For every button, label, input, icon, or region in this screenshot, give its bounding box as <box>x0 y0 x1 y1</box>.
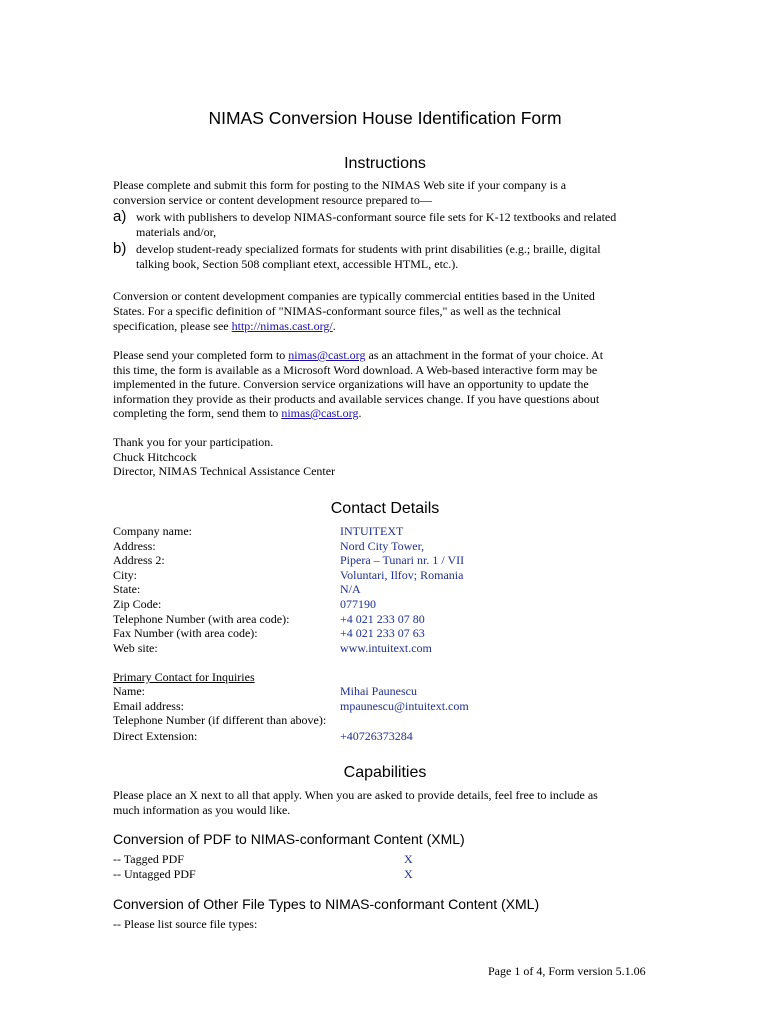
text-fragment: Please send your completed form to <box>113 348 289 362</box>
field-value: Nord City Tower, <box>340 539 425 553</box>
list-item-a: materials and/or, <box>136 225 217 239</box>
field-label: Address 2: <box>113 553 165 567</box>
signature-line: Thank you for your participation. <box>113 435 274 449</box>
field-label: Telephone Number (if different than above): <box>113 713 327 727</box>
field-value: +40726373284 <box>340 729 413 743</box>
field-label: State: <box>113 582 141 596</box>
text-fragment: as an attachment in the format of your choice. At <box>365 348 604 362</box>
field-label: Zip Code: <box>113 597 162 611</box>
field-label: City: <box>113 568 138 582</box>
instructions-text: Conversion or content development companies are typically commercial entities based in the United <box>113 289 595 303</box>
field-value: +4 021 233 07 63 <box>340 626 425 640</box>
field-label: Web site: <box>113 641 158 655</box>
capabilities-intro: much information as you would like. <box>113 803 291 817</box>
field-value: Voluntari, Ilfov; Romania <box>340 568 464 582</box>
text-fragment: . <box>358 406 362 420</box>
email-link[interactable]: nimas@cast.org <box>281 406 359 420</box>
field-label: Fax Number (with area code): <box>113 626 258 640</box>
capability-label: -- Untagged PDF <box>113 867 196 881</box>
list-item-b: develop student-ready specialized formats for students with print disabilities (e.g.; braille, digital <box>136 242 601 256</box>
email-link[interactable]: nimas@cast.org <box>288 348 366 362</box>
field-label: Email address: <box>113 699 184 713</box>
primary-contact-heading: Primary Contact for Inquiries <box>113 670 255 684</box>
field-value: 077190 <box>340 597 376 611</box>
form-title: NIMAS Conversion House Identification Form <box>208 108 562 128</box>
field-value: Mihai Paunescu <box>340 684 417 698</box>
instructions-text: States. For a specific definition of "NIMAS-conformant source files," as well as the technical <box>113 304 562 318</box>
field-label: Company name: <box>113 524 192 538</box>
list-item-a: work with publishers to develop NIMAS-conformant source file sets for K-12 textbooks and related <box>136 210 617 224</box>
capability-mark: X <box>404 867 413 881</box>
capability-mark: X <box>404 852 413 866</box>
signature-title: Director, NIMAS Technical Assistance Center <box>113 464 336 478</box>
list-marker-a: a) <box>113 208 127 225</box>
other-section-heading: Conversion of Other File Types to NIMAS-conformant Content (XML) <box>113 896 540 912</box>
capability-label: -- Tagged PDF <box>113 852 184 866</box>
instructions-text: Please complete and submit this form for posting to the NIMAS Web site if your company is a <box>113 178 567 192</box>
nimas-site-link[interactable]: http://nimas.cast.org/ <box>231 319 333 333</box>
instructions-text <box>113 319 336 334</box>
list-marker-b: b) <box>113 240 127 257</box>
instructions-text: implemented in the future. Conversion service organizations will have an opportunity to update the <box>113 377 589 391</box>
capabilities-heading: Capabilities <box>343 764 427 781</box>
source-types-label: -- Please list source file types: <box>113 917 258 931</box>
instructions-heading: Instructions <box>344 155 426 172</box>
capabilities-intro: Please place an X next to all that apply. When you are asked to provide details, feel free to include as <box>113 788 598 802</box>
pdf-section-heading: Conversion of PDF to NIMAS-conformant Content (XML) <box>113 831 465 847</box>
field-label: Address: <box>113 539 156 553</box>
field-value: N/A <box>340 582 361 596</box>
text-fragment: . <box>332 319 336 333</box>
field-label: Name: <box>113 684 145 698</box>
field-value: INTUITEXT <box>340 524 404 538</box>
instructions-text <box>113 348 603 363</box>
field-label: Direct Extension: <box>113 729 198 743</box>
field-value: +4 021 233 07 80 <box>340 612 425 626</box>
field-label: Telephone Number (with area code): <box>113 612 290 626</box>
contact-heading: Contact Details <box>330 500 440 517</box>
text-fragment: completing the form, send them to <box>113 406 282 420</box>
instructions-text: information they provide as their products and available services change. If you have questions about <box>113 392 600 406</box>
list-item-b: talking book, Section 508 compliant etext, accessible HTML, etc.). <box>136 257 459 271</box>
field-value: Pipera – Tunari nr. 1 / VII <box>340 553 465 567</box>
text-fragment: specification, please see <box>113 319 232 333</box>
instructions-text: conversion service or content development resource prepared to— <box>113 193 432 207</box>
instructions-text: this time, the form is available as a Microsoft Word download. A Web-based interactive form may be <box>113 363 598 377</box>
signature-name: Chuck Hitchcock <box>113 450 197 464</box>
page-footer: Page 1 of 4, Form version 5.1.06 <box>488 964 646 978</box>
field-value: mpaunescu@intuitext.com <box>340 699 469 713</box>
field-value: www.intuitext.com <box>340 641 432 655</box>
instructions-text <box>113 406 361 421</box>
